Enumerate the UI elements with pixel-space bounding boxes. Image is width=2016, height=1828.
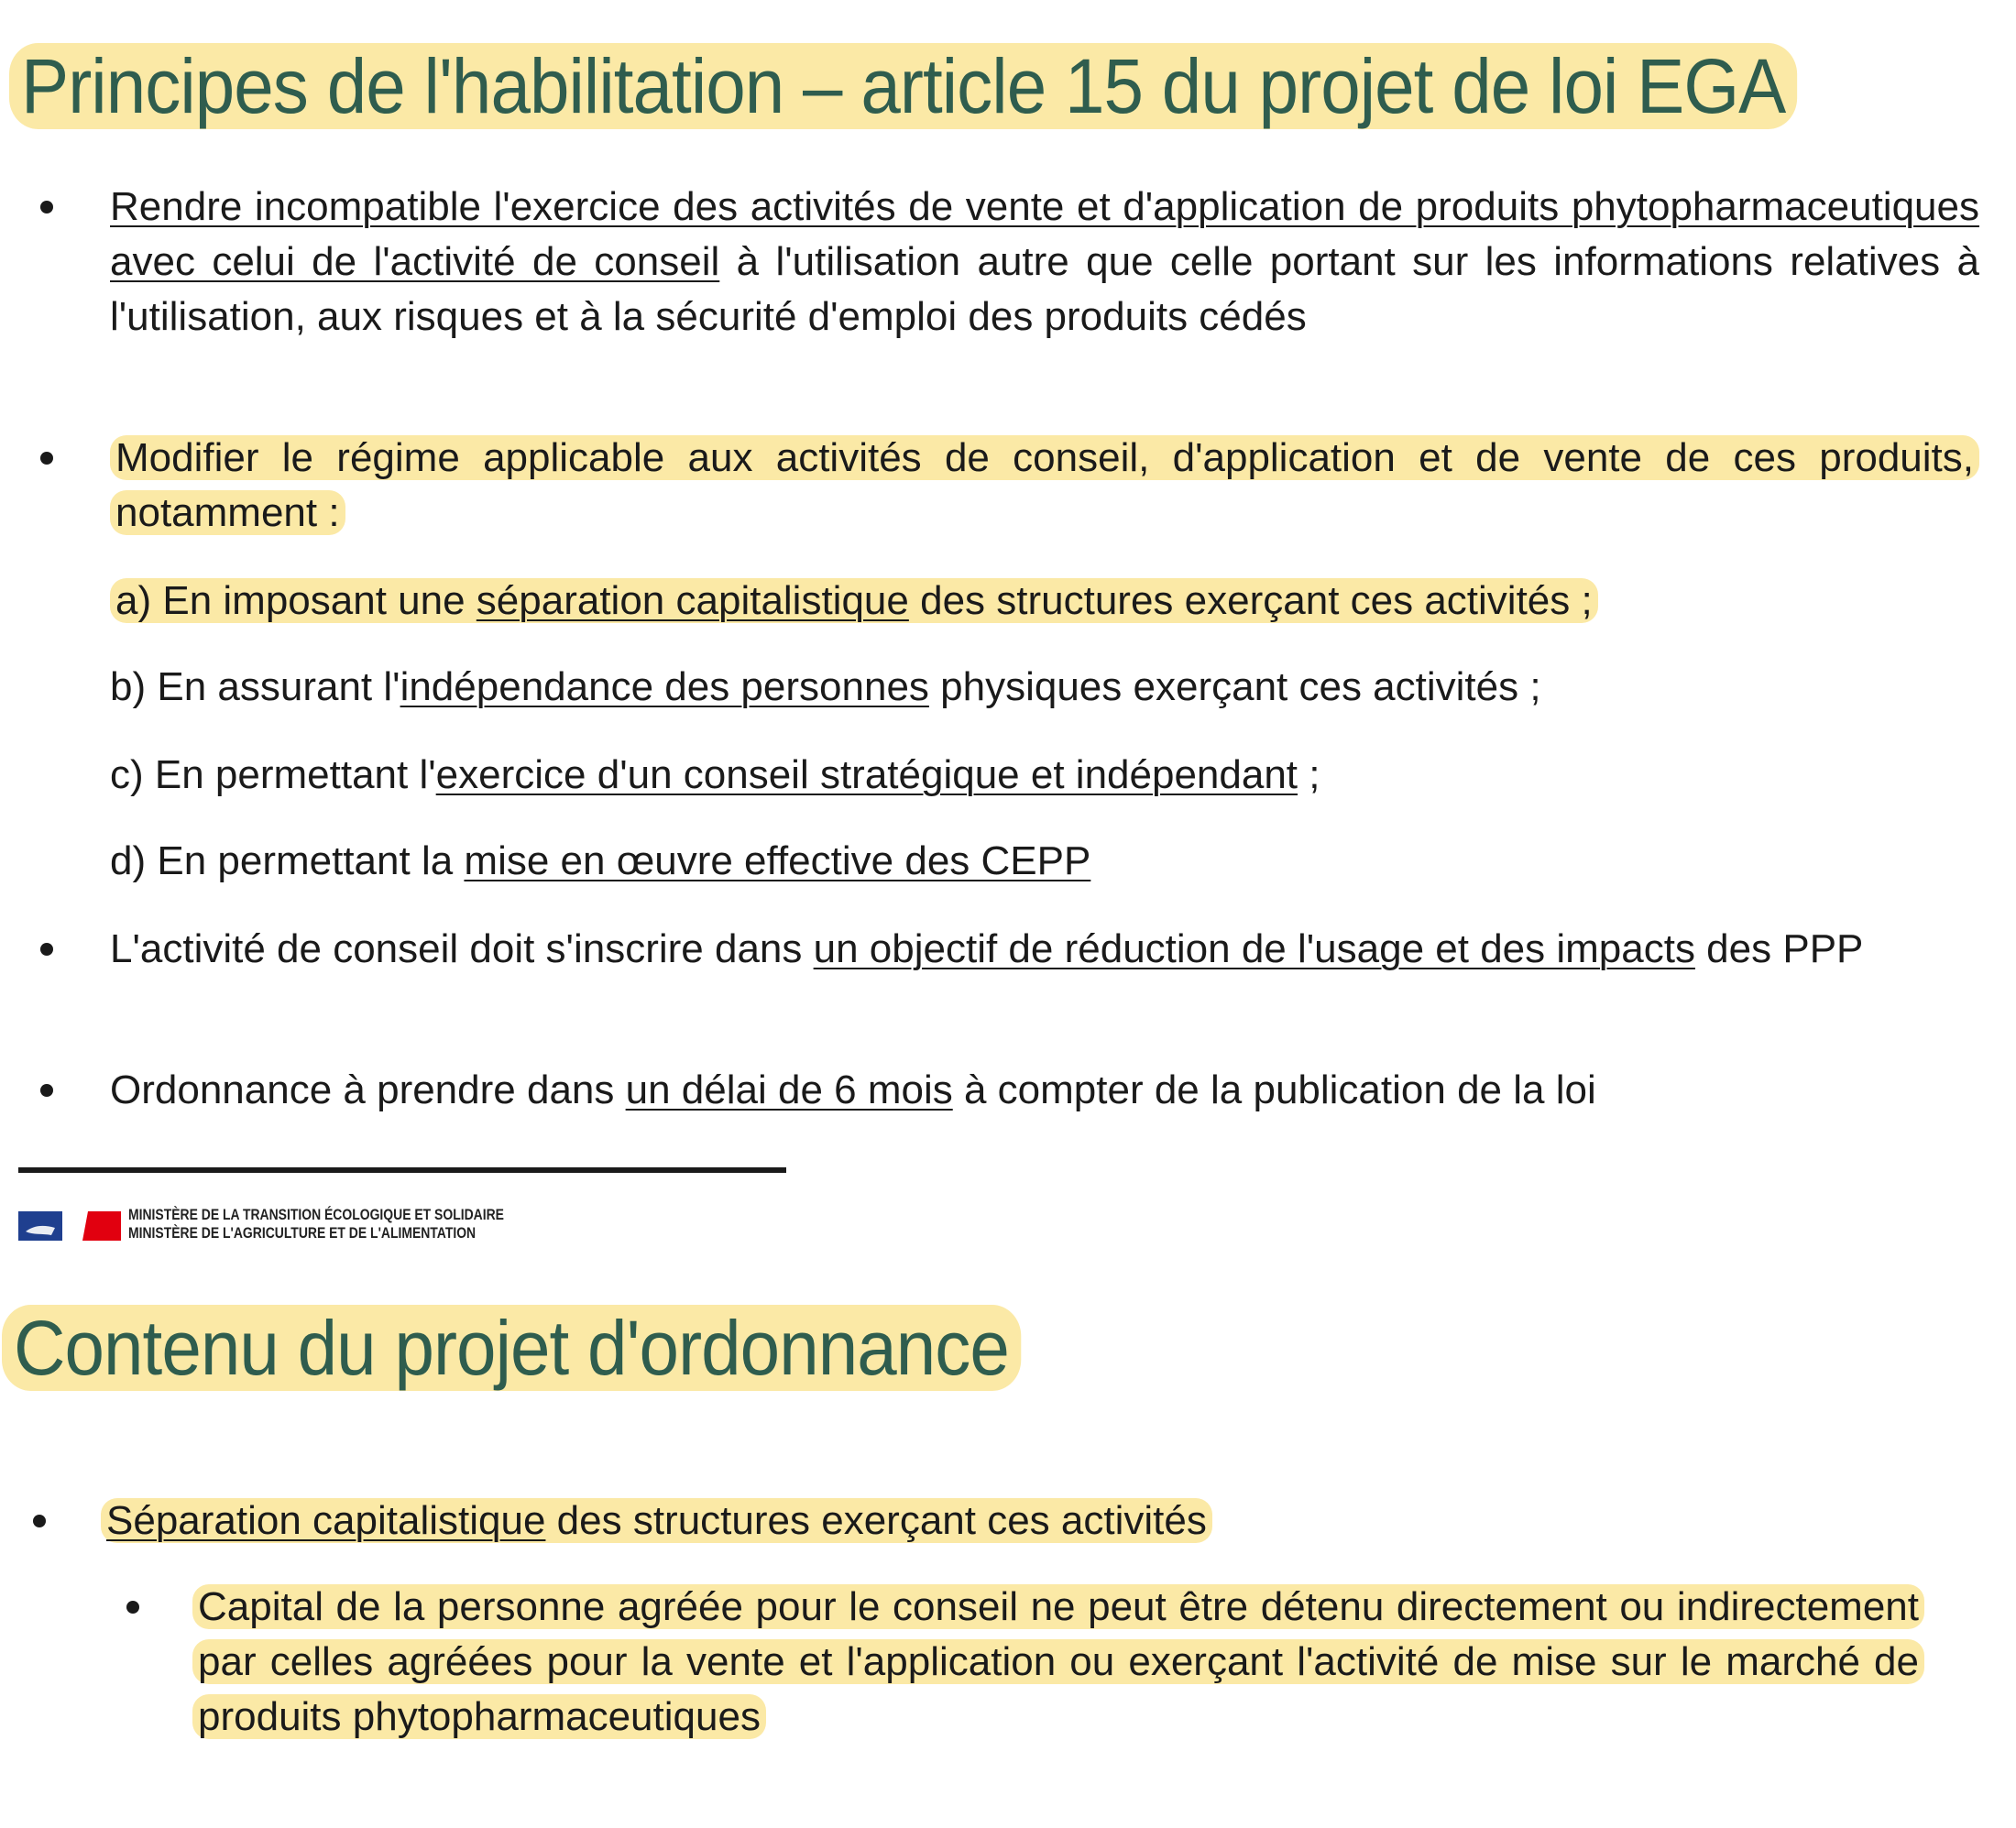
plain-text: physiques exerçant ces activités ;: [928, 664, 1541, 709]
ministry-line: MINISTÈRE DE L'AGRICULTURE ET DE L'ALIMENTATION: [128, 1224, 477, 1242]
marianne-logo-icon: [18, 1208, 121, 1244]
plain-text: d) En permettant la: [110, 838, 465, 883]
plain-text: b) En assurant l': [110, 664, 400, 709]
page-title-text: Principes de l'habilitation – article 15 du projet de loi EGA: [9, 43, 1797, 129]
plain-text: à compter de la publication de la loi: [952, 1067, 1596, 1112]
bullet-icon: [40, 201, 53, 213]
highlighted-text: Capital de la personne agréée pour le conseil ne peut être détenu directement ou indirectement par celles agréées pour la vente et l'application ou exerçant l'activité de mise sur le marché de produits phytopharmaceutiques: [192, 1584, 1924, 1739]
ministry-line: MINISTÈRE DE LA TRANSITION ÉCOLOGIQUE ET SOLIDAIRE: [128, 1206, 504, 1223]
plain-text: des PPP: [1694, 926, 1864, 971]
bullet-icon: [40, 943, 53, 956]
plain-text: à l'utilisation autre que celle portant sur les informations relatives à l'utilisation, aux risques et à la sécurité d'emploi des produits cédés: [110, 239, 1979, 339]
plain-text: ;: [1298, 752, 1320, 797]
bullet-text: [110, 180, 1979, 345]
bullet-text: [192, 1580, 1924, 1745]
underlined-text: indépendance des personnes: [400, 664, 929, 709]
bullet-text: [101, 1494, 1970, 1549]
plain-text: des structures exerçant ces activités: [545, 1498, 1207, 1543]
plain-text: Ordonnance à prendre dans: [110, 1067, 626, 1112]
page-title: [9, 44, 1797, 128]
plain-text: des structures exerçant ces activités ;: [908, 578, 1593, 623]
bullet-text: [110, 922, 1979, 977]
underlined-text: Rendre incompatible l'exercice des activités de vente et d'application de produits phytopharmaceutiques avec celui de l'activité de conseil: [110, 184, 1979, 284]
section-title: [2, 1306, 1021, 1390]
bullet-icon: [126, 1601, 139, 1614]
underlined-text: un délai de 6 mois: [625, 1067, 953, 1112]
ministry-names: [128, 1206, 504, 1242]
bullet-icon: [40, 1084, 53, 1097]
underlined-text: séparation capitalistique: [476, 578, 909, 623]
underlined-text: exercice d'un conseil stratégique et indépendant: [435, 752, 1298, 797]
bullet-icon: [40, 452, 53, 465]
highlighted-text: [101, 1498, 1212, 1543]
highlighted-text: Modifier le régime applicable aux activités de conseil, d'application et de vente de ces produits, notamment :: [110, 435, 1979, 535]
sub-item-a: [110, 574, 1598, 629]
sub-item-d: [110, 834, 1090, 889]
underlined-text: Séparation capitalistique: [106, 1498, 546, 1543]
highlighted-text: [110, 578, 1598, 623]
sub-item-c: [110, 748, 1320, 803]
divider: [18, 1167, 786, 1173]
underlined-text: mise en œuvre effective des CEPP: [464, 838, 1091, 883]
plain-text: L'activité de conseil doit s'inscrire dans: [110, 926, 814, 971]
plain-text: a) En imposant une: [115, 578, 477, 623]
bullet-text: [110, 431, 1979, 541]
bullet-text: [110, 1063, 1979, 1118]
underlined-text: un objectif de réduction de l'usage et des impacts: [813, 926, 1695, 971]
bullet-icon: [33, 1515, 46, 1527]
sub-item-b: [110, 660, 1541, 715]
section-title-text: Contenu du projet d'ordonnance: [2, 1305, 1021, 1391]
plain-text: c) En permettant l': [110, 752, 436, 797]
